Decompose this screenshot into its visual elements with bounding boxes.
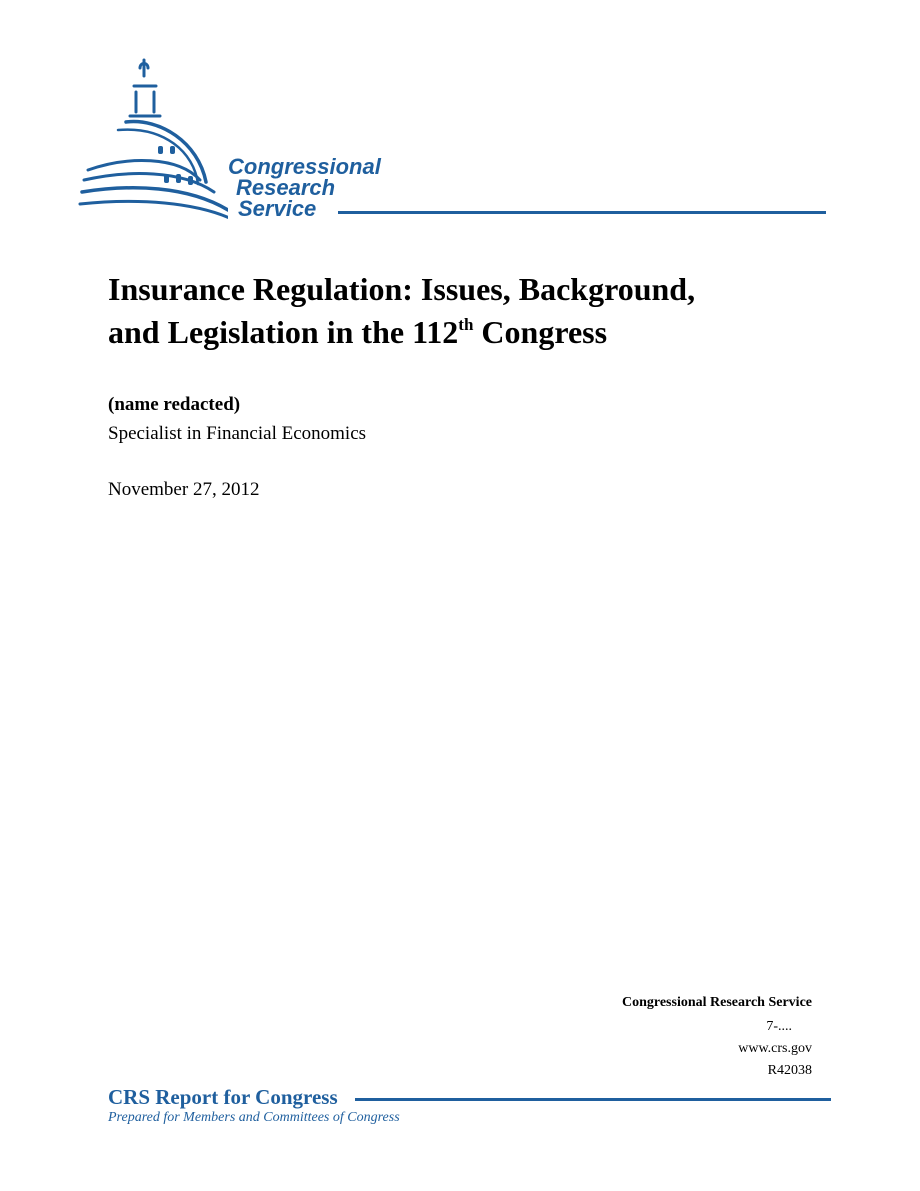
report-number: R42038 — [767, 1063, 812, 1078]
footer-subtitle: Prepared for Members and Committees of Congress — [108, 1110, 400, 1125]
report-title — [108, 268, 808, 354]
crs-org-name: Congressional Research Service — [621, 995, 812, 1010]
logo-wordmark — [228, 156, 381, 219]
logo-line-2: Research — [236, 175, 336, 200]
capitol-dome-icon — [78, 52, 228, 222]
title-superscript: th — [458, 315, 474, 334]
publication-date: November 27, 2012 — [108, 479, 260, 500]
logo-line-3: Service — [238, 196, 317, 221]
author-role: Specialist in Financial Economics — [108, 423, 367, 444]
crs-logo — [78, 52, 838, 232]
crs-website[interactable]: www.crs.gov — [738, 1041, 812, 1056]
logo-rule — [338, 211, 826, 214]
author-name: (name redacted) — [108, 394, 241, 415]
footer-rule — [355, 1098, 831, 1101]
logo-line-1: Congressional — [228, 154, 381, 179]
title-line-2-pre: and Legislation in the 112 — [108, 314, 459, 350]
crs-info-block — [622, 992, 812, 1082]
crs-code: 7-.... — [766, 1019, 792, 1034]
title-line-1: Insurance Regulation: Issues, Background, — [108, 271, 696, 307]
footer-title: CRS Report for Congress — [108, 1085, 338, 1109]
title-line-2-post: Congress — [473, 314, 608, 350]
